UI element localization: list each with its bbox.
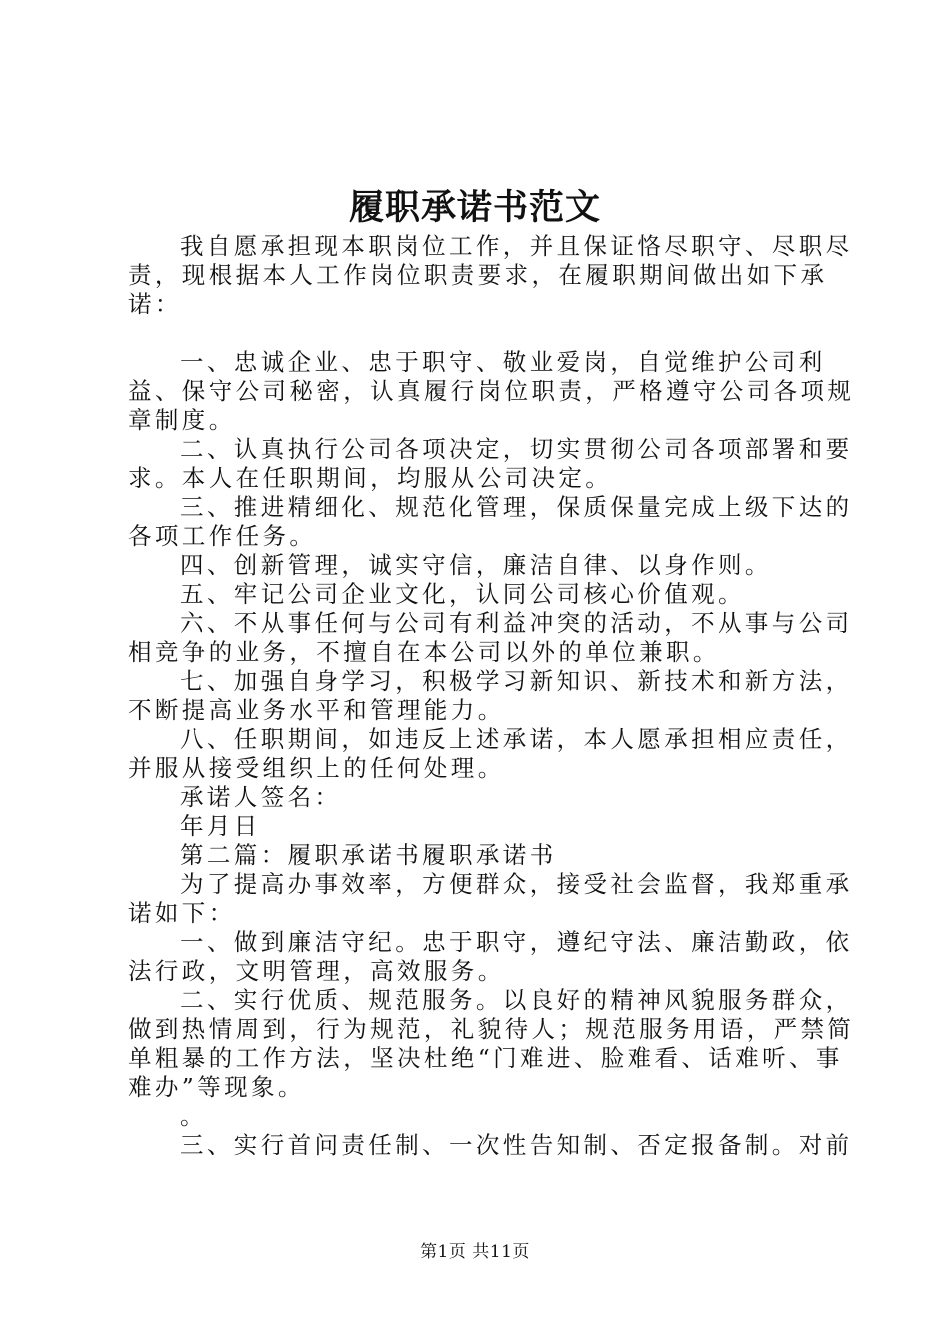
section-item-1: 一、做到廉洁守纪。忠于职守，遵纪守法、廉洁勤政，依法行政，文明管理，高效服务。 — [128, 928, 853, 985]
document-body — [128, 232, 856, 1160]
section-item-2: 二、实行优质、规范服务。以良好的精神风貌服务群众，做到热情周到，行为规范，礼貌待人；规范服务用语，严禁简单粗暴的工作方法，坚决杜绝“门难进、脸难看、话难听、事难办”等现象。 — [128, 986, 855, 1101]
stray-mark: 。 — [180, 1102, 207, 1130]
commitment-2: 二、认真执行公司各项决定，切实贯彻公司各项部署和要求。本人在任职期间，均服从公司决定。 — [128, 435, 853, 492]
commitment-5: 五、牢记公司企业文化，认同公司核心价值观。 — [180, 580, 745, 608]
section-heading: 第二篇：履职承诺书履职承诺书 — [180, 841, 557, 869]
page-number-footer: 第1页 共11页 — [420, 1242, 530, 1262]
document-title: 履职承诺书范文 — [348, 187, 601, 228]
commitment-6: 六、不从事任何与公司有利益冲突的活动，不从事与公司相竞争的业务，不擅自在本公司以外的单位兼职。 — [128, 609, 853, 666]
intro-paragraph: 我自愿承担现本职岗位工作，并且保证恪尽职守、尽职尽责，现根据本人工作岗位职责要求，在履职期间做出如下承诺： — [128, 232, 853, 318]
commitment-3: 三、推进精细化、规范化管理，保质保量完成上级下达的各项工作任务。 — [128, 493, 853, 550]
commitment-8: 八、任职期间，如违反上述承诺，本人愿承担相应责任，并服从接受组织上的任何处理。 — [128, 725, 853, 782]
paragraph-spacer — [128, 319, 856, 348]
signature-line: 承诺人签名： — [180, 783, 342, 811]
section-item-3: 三、实行首问责任制、一次性告知制、否定报备制。对前 — [180, 1131, 853, 1159]
commitment-4: 四、创新管理，诚实守信，廉洁自律、以身作则。 — [180, 551, 772, 579]
date-line: 年月日 — [180, 812, 261, 840]
commitment-1: 一、忠诚企业、忠于职守、敬业爱岗，自觉维护公司利益、保守公司秘密，认真履行岗位职责，严格遵守公司各项规章制度。 — [128, 348, 855, 434]
commitment-7: 七、加强自身学习，积极学习新知识、新技术和新方法，不断提高业务水平和管理能力。 — [128, 667, 853, 724]
section-intro: 为了提高办事效率，方便群众，接受社会监督，我郑重承诺如下： — [128, 870, 853, 927]
